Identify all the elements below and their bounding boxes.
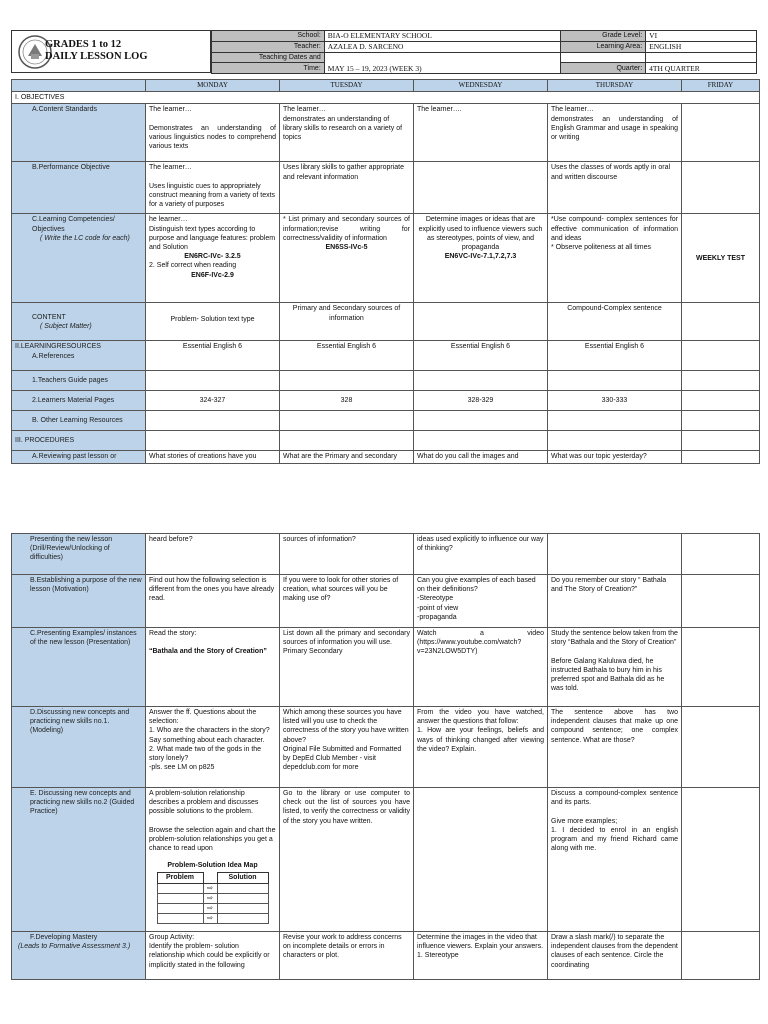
story-title: “Bathala and the Story of Creation” xyxy=(149,648,267,656)
arrow-right-icon: ⇨ xyxy=(203,904,217,914)
cell-thursday: The sentence above has two independent clauses that make up one compound sentence; one complex sentence. What are those? xyxy=(548,707,682,788)
cell-tuesday: If you were to look for other stories of creation, what sources will you be making use of? xyxy=(280,575,414,628)
cell-monday: Essential English 6 xyxy=(146,341,280,371)
cell-monday: What stories of creations have you xyxy=(146,451,280,463)
content-row xyxy=(12,303,760,341)
cell-monday xyxy=(146,214,280,303)
row-label-note: ( Subject Matter) xyxy=(40,322,92,330)
day-header-row xyxy=(12,80,760,92)
cell-monday: The learner… Uses linguistic cues to appropriately construct meaning from a variety of texts for a variety of purposes xyxy=(146,162,280,214)
competency-code: EN6RC-IVc- 3.2.5 xyxy=(184,253,241,261)
cell-monday: Problem- Solution text type xyxy=(146,303,280,341)
school-label: School: xyxy=(212,31,325,42)
arrow-right-icon: ⇨ xyxy=(203,893,217,903)
row-label xyxy=(12,341,146,371)
cell-wednesday xyxy=(414,162,548,214)
grade-label: Grade Level: xyxy=(561,31,646,42)
competency-text: Determine images or ideas that are explicitly used to influence viewers such as stereotypes, points of view, and propaganda xyxy=(418,216,543,252)
competencies-row xyxy=(12,214,760,303)
cell-thursday: The learner… demonstrates an understanding of English Grammar and usage in speaking or writing xyxy=(548,104,682,162)
logo-line-1: GRADES 1 to 12 xyxy=(45,39,122,50)
area-label: Learning Area: xyxy=(561,41,646,52)
logo-line-2: DAILY LESSON LOG xyxy=(45,51,148,62)
cell-thursday: Essential English 6 xyxy=(548,341,682,371)
cell-wednesday: Essential English 6 xyxy=(414,341,548,371)
day-monday: MONDAY xyxy=(146,80,280,92)
row-label: B.Performance Objective xyxy=(12,162,146,214)
reviewing-row xyxy=(12,451,760,463)
row-label: B. Other Learning Resources xyxy=(12,411,146,431)
row-label: Presenting the new lesson (Drill/Review/Unlocking of difficulties) xyxy=(12,534,146,575)
cell-wednesday: ideas used explicitly to influence our way of thinking? xyxy=(414,534,548,575)
cell-tuesday: Primary and Secondary sources of information xyxy=(280,303,414,341)
cell-wednesday: Can you give examples of each based on their definitions? -Stereotype -point of view -propaganda xyxy=(414,575,548,628)
row-label xyxy=(12,932,146,980)
cell-text: Browse the selection again and chart the problem-solution relationships you get a chance to read upon xyxy=(149,826,276,853)
cell-thursday: 330-333 xyxy=(548,391,682,411)
idea-map-table xyxy=(157,872,269,924)
cell-text: A problem-solution relationship describes a problem and discusses possible solutions to the problem. xyxy=(149,790,259,816)
day-tuesday: TUESDAY xyxy=(280,80,414,92)
dates-label-2: Time: xyxy=(212,63,325,74)
procedures-section-row xyxy=(12,431,760,451)
competency-code: EN6SS-IVc-5 xyxy=(325,244,368,252)
resources-heading: II.LEARNINGRESOURCES xyxy=(15,343,101,351)
cell-thursday: Study the sentence below taken from the story “Bathala and the Story of Creation” Before Galang Kaluluwa died, he instructed Bathala to bury him in his preferred spot and Bathala did as he was told. xyxy=(548,628,682,707)
logo-box xyxy=(11,30,211,73)
row-label-text: F.Developing Mastery xyxy=(30,934,98,941)
cell-wednesday: From the video you have watched, answer the questions that follow: 1. How are your feelings, beliefs and ways of thinking changed after viewing the video? Explain. xyxy=(414,707,548,788)
teacher-value: AZALEA D. SARCENO xyxy=(324,41,561,52)
row-label-text: A.References xyxy=(32,352,75,360)
row-label-text: CONTENT xyxy=(32,313,66,321)
lesson-table-page-1 xyxy=(11,79,760,464)
cell-tuesday: sources of information? xyxy=(280,534,414,575)
cell-wednesday xyxy=(414,788,548,932)
row-label: E. Discussing new concepts and practicing new skills no.2 (Guided Practice) xyxy=(12,788,146,932)
idea-map-solution-header: Solution xyxy=(217,873,268,883)
idea-map-problem-header: Problem xyxy=(157,873,203,883)
competency-text: 2. Self correct when reading xyxy=(149,262,237,270)
row-label: A.Content Standards xyxy=(12,104,146,162)
cell-thursday: Draw a slash mark(/) to separate the independent clauses from the dependent clauses of each sentence. Circle the coordinating xyxy=(548,932,682,980)
competency-text: * List primary and secondary sources of information;revise writing for correctness/validity of information xyxy=(283,216,410,242)
learners-material-row xyxy=(12,391,760,411)
cell-thursday: What was our topic yesterday? xyxy=(548,451,682,463)
cell-tuesday: Uses library skills to gather appropriate and relevant information xyxy=(280,162,414,214)
row-label: B.Establishing a purpose of the new lesson (Motivation) xyxy=(12,575,146,628)
cell-monday xyxy=(146,628,280,707)
other-resources-row xyxy=(12,411,760,431)
cell-tuesday: Revise your work to address concerns on incomplete details or errors in characters or plot. xyxy=(280,932,414,980)
content-standards-row xyxy=(12,104,760,162)
row-label-note: (Leads to Formative Assessment 3.) xyxy=(18,943,131,951)
cell-thursday: Discuss a compound-complex sentence and its parts. Give more examples; 1. I decided to enrol in an english program and my friend Richard came along with me. xyxy=(548,788,682,932)
row-label: C.Presenting Examples/ instances of the new lesson (Presentation) xyxy=(12,628,146,707)
cell-monday: Group Activity: Identify the problem- solution relationship which could be explicitly or implicitly stated in the following xyxy=(146,932,280,980)
cell-thursday: Compound-Complex sentence xyxy=(548,303,682,341)
performance-row xyxy=(12,162,760,214)
competency-text: he learner… Distinguish text types according to purpose and language features: problem and Solution xyxy=(149,216,276,252)
cell-tuesday: What are the Primary and secondary xyxy=(280,451,414,463)
cell-wednesday xyxy=(414,214,548,303)
dates-label-1: Teaching Dates and xyxy=(212,52,325,63)
discussing-1-row xyxy=(12,707,760,788)
cell-monday: 324-327 xyxy=(146,391,280,411)
day-thursday: THURSDAY xyxy=(548,80,682,92)
cell-wednesday xyxy=(414,303,548,341)
cell-monday: heard before? xyxy=(146,534,280,575)
cell-tuesday: Go to the library or use computer to check out the list of sources you have listed, to verify the correctness or validity of the story you have written. xyxy=(280,788,414,932)
cell-thursday: *Use compound- complex sentences for effective communication of information and ideas * Observe politeness at all times xyxy=(548,214,682,303)
lesson-log-header xyxy=(11,30,757,73)
cell-wednesday: What do you call the images and xyxy=(414,451,548,463)
row-label-text: C.Learning Competencies/ Objectives xyxy=(32,216,115,233)
competency-code: EN6VC-IVc-7.1,7.2,7.3 xyxy=(444,253,517,261)
quarter-value: 4TH QUARTER xyxy=(646,63,757,74)
cell-wednesday: Watch a video (https://www.youtube.com/watch?v=23N2LOW5DTY) xyxy=(414,628,548,707)
row-label: 1.Teachers Guide pages xyxy=(12,371,146,391)
examples-row xyxy=(12,628,760,707)
idea-map-title: Problem-Solution Idea Map xyxy=(167,862,258,870)
cell-tuesday xyxy=(280,214,414,303)
cell-monday: Answer the ff. Questions about the selection: 1. Who are the characters in the story? Say something about each character. 2. What made two of the gods in the story lonely? -pls. see LM on p825 xyxy=(146,707,280,788)
objectives-section-row xyxy=(12,92,760,104)
row-label xyxy=(12,214,146,303)
header-info-table xyxy=(211,30,757,74)
objectives-heading: I. OBJECTIVES xyxy=(12,92,760,104)
school-value: BIA-O ELEMENTARY SCHOOL xyxy=(324,31,561,42)
teachers-guide-row xyxy=(12,371,760,391)
grade-value: VI xyxy=(646,31,757,42)
mastery-row xyxy=(12,932,760,980)
arrow-right-icon: ⇨ xyxy=(203,883,217,893)
cell-wednesday: Determine the images in the video that influence viewers. Explain your answers. 1. Stereotype xyxy=(414,932,548,980)
row-label: A.Reviewing past lesson or xyxy=(12,451,146,463)
weekly-test-cell: WEEKLY TEST xyxy=(682,214,760,303)
row-label: 2.Learners Material Pages xyxy=(12,391,146,411)
discussing-2-row xyxy=(12,788,760,932)
row-label xyxy=(12,303,146,341)
quarter-label: Quarter: xyxy=(561,63,646,74)
row-label: D.Discussing new concepts and practicing new skills no.1. (Modeling) xyxy=(12,707,146,788)
cell-thursday: Do you remember our story “ Bathala and The Story of Creation?” xyxy=(548,575,682,628)
presenting-row xyxy=(12,534,760,575)
cell-text: Read the story: xyxy=(149,630,197,637)
cell-monday: The learner… Demonstrates an understanding of various linguistics nodes to comprehend various texts xyxy=(146,104,280,162)
row-label-note: ( Write the LC code for each) xyxy=(40,234,130,242)
cell-tuesday: List down all the primary and secondary sources of information you will use. Primary Secondary xyxy=(280,628,414,707)
competency-code: EN6F-IVc-2.9 xyxy=(191,271,234,279)
teacher-label: Teacher: xyxy=(212,41,325,52)
references-row xyxy=(12,341,760,371)
cell-tuesday: The learner… demonstrates an understanding of library skills to research on a variety of topics xyxy=(280,104,414,162)
day-wednesday: WEDNESDAY xyxy=(414,80,548,92)
day-friday: FRIDAY xyxy=(682,80,760,92)
lesson-table-page-2 xyxy=(11,533,760,980)
dates-value: MAY 15 – 19, 2023 (WEEK 3) xyxy=(324,52,561,74)
cell-monday xyxy=(146,788,280,932)
purpose-row xyxy=(12,575,760,628)
cell-tuesday: 328 xyxy=(280,391,414,411)
procedures-heading: III. PROCEDURES xyxy=(12,431,146,451)
cell-wednesday: 328-329 xyxy=(414,391,548,411)
logo-text xyxy=(45,39,148,63)
cell-tuesday: Which among these sources you have listed will you use to check the correctness of the story you have written above? Original File Submitted and Formatted by DepEd Club Member - visit depedclub.com for more xyxy=(280,707,414,788)
cell-thursday: Uses the classes of words aptly in oral and written discourse xyxy=(548,162,682,214)
cell-wednesday: The learner…. xyxy=(414,104,548,162)
cell-tuesday: Essential English 6 xyxy=(280,341,414,371)
cell-thursday xyxy=(548,534,682,575)
area-value: ENGLISH xyxy=(646,41,757,52)
cell-monday: Find out how the following selection is different from the ones you have already read. xyxy=(146,575,280,628)
arrow-right-icon: ⇨ xyxy=(203,914,217,924)
